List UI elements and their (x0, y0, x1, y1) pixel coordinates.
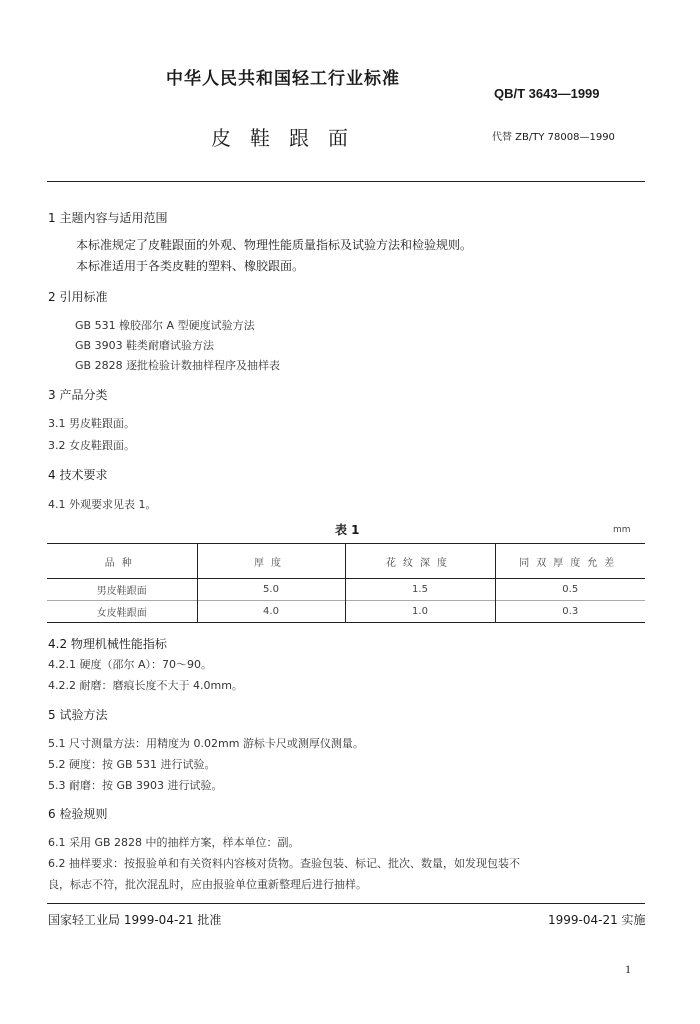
table-header-pattern-depth: 花纹深度 (345, 544, 495, 579)
item-4-1: 4.1 外观要求见表 1。 (48, 498, 157, 511)
approval-note: 国家轻工业局 1999-04-21 批准 (48, 913, 222, 927)
table-header-thickness: 厚度 (197, 544, 345, 579)
item-6-2-line-1: 6.2 抽样要求：按报验单和有关资料内容核对货物。查验包装、标记、批次、数量，如发现包装不 (48, 857, 520, 870)
section-1-paragraph-1: 本标准规定了皮鞋跟面的外观、物理性能质量指标及试验方法和检验规则。 (76, 238, 473, 252)
table-header-pair-tolerance: 同双厚度允差 (495, 544, 645, 579)
item-5-1: 5.1 尺寸测量方法：用精度为 0.02mm 游标卡尺或测厚仪测量。 (48, 737, 364, 750)
table-header-row (47, 544, 645, 579)
issuing-category: 中华人民共和国轻工行业标准 (166, 69, 400, 89)
section-1-heading: 1 主题内容与适用范围 (48, 211, 168, 225)
section-6-heading: 6 检验规则 (48, 807, 108, 821)
table-1-caption: 表 1 (335, 523, 360, 537)
item-4-2-2: 4.2.2 耐磨：磨痕长度不大于 4.0mm。 (48, 679, 243, 692)
item-6-2-line-2: 良，标志不符，批次混乱时，应由报验单位重新整理后进行抽样。 (48, 878, 367, 891)
header-divider (47, 181, 645, 182)
item-5-3: 5.3 耐磨：按 GB 3903 进行试验。 (48, 779, 223, 792)
table-cell: 女皮鞋跟面 (47, 601, 197, 623)
reference-gb3903: GB 3903 鞋类耐磨试验方法 (75, 339, 215, 352)
item-5-2: 5.2 硬度：按 GB 531 进行试验。 (48, 758, 216, 771)
implementation-date: 1999-04-21 实施 (548, 913, 646, 927)
table-1-unit: mm (613, 525, 631, 535)
table-cell: 1.5 (345, 579, 495, 601)
item-4-2: 4.2 物理机械性能指标 (48, 637, 167, 651)
table-cell: 0.3 (495, 601, 645, 623)
item-4-2-1: 4.2.1 硬度（邵尔 A）：70～90。 (48, 658, 213, 671)
table-cell: 0.5 (562, 584, 579, 595)
table-cell: 5.0 (197, 579, 345, 601)
section-1-paragraph-2: 本标准适用于各类皮鞋的塑料、橡胶跟面。 (76, 259, 305, 273)
document-title: 皮鞋跟面 (211, 126, 367, 150)
reference-gb2828: GB 2828 逐批检验计数抽样程序及抽样表 (75, 359, 281, 372)
item-3-2: 3.2 女皮鞋跟面。 (48, 439, 135, 452)
reference-gb531: GB 531 橡胶邵尔 A 型硬度试验方法 (75, 319, 255, 332)
table-header-variety: 品种 (47, 544, 197, 579)
item-3-1: 3.1 男皮鞋跟面。 (48, 417, 135, 430)
table-row (47, 579, 645, 601)
standard-code: QB/T 3643—1999 (494, 86, 600, 101)
replaces-standard: 代替 ZB/TY 78008—1990 (492, 132, 615, 143)
table-1 (47, 543, 645, 623)
table-cell: 1.0 (345, 601, 495, 623)
section-2-heading: 2 引用标准 (48, 290, 108, 304)
table-row (47, 601, 645, 623)
section-3-heading: 3 产品分类 (48, 388, 108, 402)
section-5-heading: 5 试验方法 (48, 708, 108, 722)
table-cell: 4.0 (197, 601, 345, 623)
item-6-1: 6.1 采用 GB 2828 中的抽样方案，样本单位：副。 (48, 836, 300, 849)
footer-divider (47, 903, 645, 904)
section-4-heading: 4 技术要求 (48, 468, 108, 482)
page-number: 1 (625, 962, 631, 976)
table-cell: 男皮鞋跟面 (47, 579, 197, 601)
